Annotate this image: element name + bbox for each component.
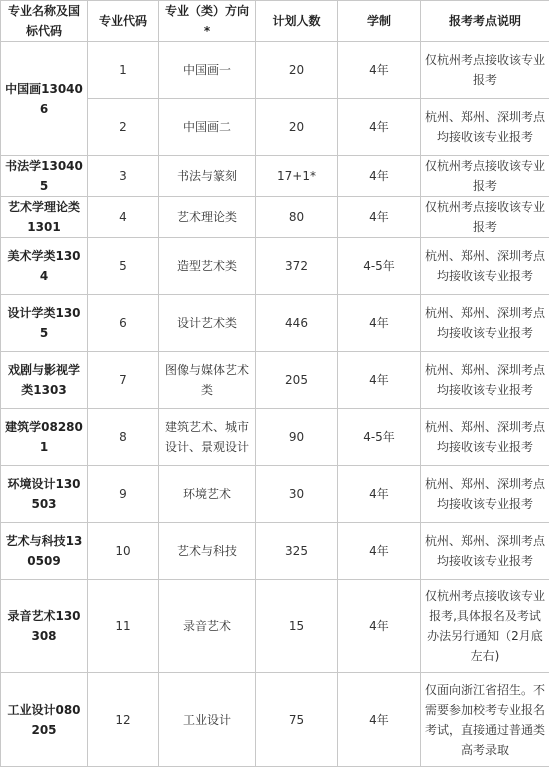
major-code: 8 [88, 409, 159, 466]
major-code: 6 [88, 295, 159, 352]
header-direction: 专业（类）方向* [159, 1, 256, 42]
major-name: 建筑学082801 [1, 409, 88, 466]
duration: 4-5年 [338, 409, 421, 466]
table-row [1, 673, 549, 767]
duration: 4年 [338, 580, 421, 673]
exam-note: 杭州、郑州、深圳考点均接收该专业报考 [421, 295, 549, 352]
direction: 艺术与科技 [159, 523, 256, 580]
major-name: 工业设计080205 [1, 673, 88, 767]
plan-count: 90 [256, 409, 338, 466]
major-code: 9 [88, 466, 159, 523]
header-row [1, 1, 549, 42]
major-name: 中国画130406 [1, 42, 88, 156]
exam-note: 仅杭州考点接收该专业报考,具体报名及考试办法另行通知（2月底左右) [421, 580, 549, 673]
duration: 4年 [338, 673, 421, 767]
table-row [1, 238, 549, 295]
table-row [1, 580, 549, 673]
exam-note: 杭州、郑州、深圳考点均接收该专业报考 [421, 466, 549, 523]
plan-count: 17+1* [256, 156, 338, 197]
direction: 中国画一 [159, 42, 256, 99]
direction: 录音艺术 [159, 580, 256, 673]
plan-count: 325 [256, 523, 338, 580]
header-major-code: 专业代码 [88, 1, 159, 42]
table-row [1, 466, 549, 523]
major-name: 录音艺术130308 [1, 580, 88, 673]
exam-note: 杭州、郑州、深圳考点均接收该专业报考 [421, 409, 549, 466]
major-code: 5 [88, 238, 159, 295]
major-code: 12 [88, 673, 159, 767]
major-code: 1 [88, 42, 159, 99]
major-name: 艺术学理论类1301 [1, 197, 88, 238]
duration: 4年 [338, 295, 421, 352]
direction: 中国画二 [159, 99, 256, 156]
header-plan-count: 计划人数 [256, 1, 338, 42]
table-row [1, 156, 549, 197]
major-name: 环境设计130503 [1, 466, 88, 523]
plan-count: 30 [256, 466, 338, 523]
major-name: 书法学130405 [1, 156, 88, 197]
table-row [1, 523, 549, 580]
major-name: 美术学类1304 [1, 238, 88, 295]
major-code: 10 [88, 523, 159, 580]
direction: 艺术理论类 [159, 197, 256, 238]
major-name: 艺术与科技130509 [1, 523, 88, 580]
plan-count: 205 [256, 352, 338, 409]
duration: 4-5年 [338, 238, 421, 295]
header-major-name: 专业名称及国标代码 [1, 1, 88, 42]
major-code: 3 [88, 156, 159, 197]
duration: 4年 [338, 197, 421, 238]
duration: 4年 [338, 466, 421, 523]
duration: 4年 [338, 99, 421, 156]
table-row [1, 42, 549, 99]
exam-note: 杭州、郑州、深圳考点均接收该专业报考 [421, 238, 549, 295]
major-code: 11 [88, 580, 159, 673]
direction: 工业设计 [159, 673, 256, 767]
duration: 4年 [338, 156, 421, 197]
direction: 环境艺术 [159, 466, 256, 523]
major-name: 设计学类1305 [1, 295, 88, 352]
exam-note: 杭州、郑州、深圳考点均接收该专业报考 [421, 99, 549, 156]
plan-count: 446 [256, 295, 338, 352]
exam-note: 仅杭州考点接收该专业报考 [421, 42, 549, 99]
header-exam-note: 报考考点说明 [421, 1, 549, 42]
table-row [1, 409, 549, 466]
duration: 4年 [338, 42, 421, 99]
direction: 设计艺术类 [159, 295, 256, 352]
direction: 书法与篆刻 [159, 156, 256, 197]
exam-note: 杭州、郑州、深圳考点均接收该专业报考 [421, 523, 549, 580]
exam-note: 仅面向浙江省招生。不需要参加校考专业报名考试，直接通过普通类高考录取 [421, 673, 549, 767]
plan-count: 20 [256, 99, 338, 156]
duration: 4年 [338, 352, 421, 409]
table-row [1, 197, 549, 238]
major-code: 7 [88, 352, 159, 409]
table-row [1, 352, 549, 409]
table-row [1, 295, 549, 352]
major-code: 4 [88, 197, 159, 238]
direction: 建筑艺术、城市设计、景观设计 [159, 409, 256, 466]
exam-note: 杭州、郑州、深圳考点均接收该专业报考 [421, 352, 549, 409]
plan-count: 15 [256, 580, 338, 673]
plan-count: 372 [256, 238, 338, 295]
major-name: 戏剧与影视学类1303 [1, 352, 88, 409]
plan-count: 75 [256, 673, 338, 767]
major-code: 2 [88, 99, 159, 156]
plan-count: 20 [256, 42, 338, 99]
exam-note: 仅杭州考点接收该专业报考 [421, 197, 549, 238]
direction: 图像与媒体艺术类 [159, 352, 256, 409]
exam-note: 仅杭州考点接收该专业报考 [421, 156, 549, 197]
duration: 4年 [338, 523, 421, 580]
plan-count: 80 [256, 197, 338, 238]
direction: 造型艺术类 [159, 238, 256, 295]
header-duration: 学制 [338, 1, 421, 42]
